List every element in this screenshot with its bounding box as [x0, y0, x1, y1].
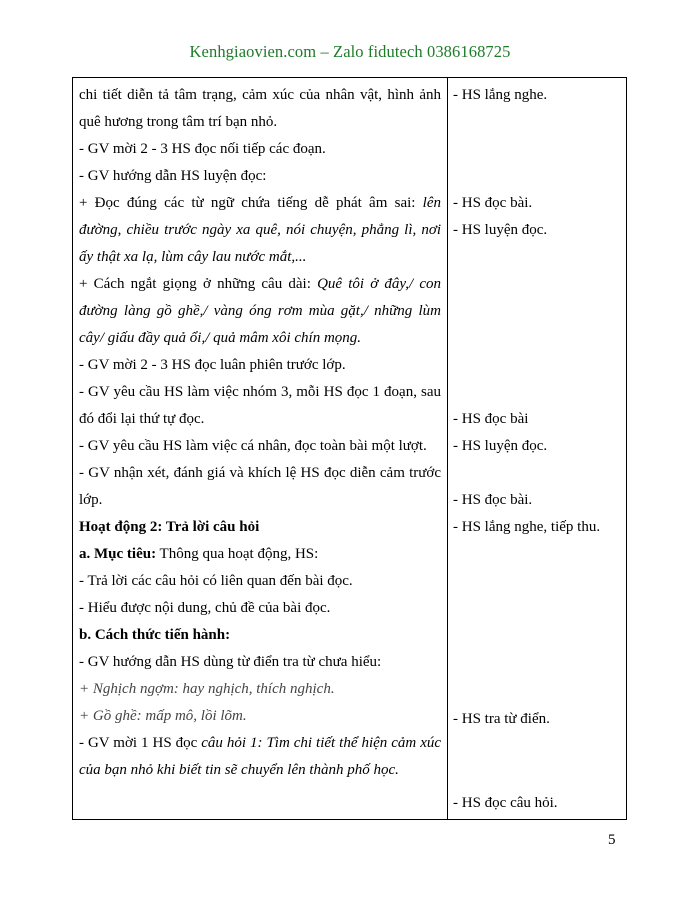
left-line-23: [79, 680, 441, 698]
left-line-20: - Hiểu được nội dung, chủ đề của bài đọc.: [79, 600, 331, 616]
left-line-8: [79, 275, 441, 293]
left-line-7-text: ấy thật xa lạ, lùm cây lau nước mắt,...: [79, 249, 307, 265]
procedure-heading: b. Cách thức tiến hành:: [79, 627, 231, 643]
left-line-13: đó đổi lại thứ tự đọc.: [79, 411, 205, 427]
left-line-15: - GV nhận xét, đánh giá và khích lệ HS đọc diễn cảm trước: [79, 465, 441, 481]
left-line-11: - GV mời 2 - 3 HS đọc luân phiên trước lớp.: [79, 357, 346, 373]
right-line-3: - HS luyện đọc.: [453, 222, 548, 238]
page-number: 5: [608, 832, 616, 848]
left-line-25: [79, 734, 441, 752]
left-line-24: [79, 707, 441, 725]
right-line-1: - HS lắng nghe.: [453, 87, 548, 103]
left-line-26: [79, 761, 441, 779]
left-line-23-text: + Nghịch ngợm: hay nghịch, thích nghịch.: [79, 681, 335, 697]
left-line-8a: + Cách ngắt giọng ở những câu dài:: [79, 276, 311, 292]
left-line-6: [79, 221, 441, 239]
page-header: Kenhgiaovien.com – Zalo fidutech 0386168725: [189, 42, 511, 61]
right-line-5: - HS luyện đọc.: [453, 438, 548, 454]
left-line-18: [79, 545, 441, 563]
left-line-24-text: + Gồ ghề: mấp mô, lồi lõm.: [79, 708, 247, 724]
left-line-8b: Quê tôi ở đây,/ con: [317, 276, 441, 292]
lesson-table: [72, 77, 627, 820]
left-line-5a: + Đọc đúng các từ ngữ chứa tiếng dễ phát âm sai:: [79, 195, 416, 211]
objective-label: a. Mục tiêu:: [79, 546, 157, 562]
right-line-9: - HS đọc câu hỏi.: [453, 795, 558, 811]
left-line-25a: - GV mời 1 HS đọc: [79, 735, 198, 751]
activity-heading: Hoạt động 2: Trả lời câu hỏi: [79, 519, 260, 535]
left-line-9: [79, 302, 441, 320]
column-divider: [447, 78, 448, 819]
right-line-7: - HS lắng nghe, tiếp thu.: [453, 519, 601, 535]
left-line-10-text: cây/ giấu đầy quả ổi,/ quả mâm xôi chín mọng.: [79, 330, 362, 346]
left-line-1: chi tiết diễn tả tâm trạng, cảm xúc của nhân vật, hình ảnh: [79, 87, 441, 103]
left-line-6-text: đường, chiều trước ngày xa quê, nói chuyện, phẳng lì, nơi: [79, 222, 441, 238]
objective-text: Thông qua hoạt động, HS:: [156, 546, 319, 562]
left-line-26-text: của bạn nhỏ khi biết tin sẽ chuyển lên thành phố học.: [79, 762, 399, 778]
left-line-14: - GV yêu cầu HS làm việc cá nhân, đọc toàn bài một lượt.: [79, 438, 427, 454]
left-line-10: [79, 329, 441, 347]
left-line-25b: câu hỏi 1: Tìm chi tiết thể hiện cảm xúc: [201, 735, 442, 751]
left-line-9-text: đường làng gồ ghề,/ vàng óng rơm mùa gặt,/ những lùm: [79, 303, 441, 319]
left-line-7: [79, 248, 441, 266]
left-line-16: lớp.: [79, 492, 103, 508]
left-line-3: - GV mời 2 - 3 HS đọc nối tiếp các đoạn.: [79, 141, 326, 157]
left-line-19: - Trả lời các câu hỏi có liên quan đến bài đọc.: [79, 573, 353, 589]
left-line-5b: lên: [422, 195, 441, 211]
left-line-2: quê hương trong tâm trí bạn nhỏ.: [79, 114, 278, 130]
right-line-8: - HS tra từ điển.: [453, 711, 550, 727]
right-line-4: - HS đọc bài: [453, 411, 529, 427]
left-line-22: - GV hướng dẫn HS dùng từ điển tra từ chưa hiểu:: [79, 654, 382, 670]
left-line-12: - GV yêu cầu HS làm việc nhóm 3, mỗi HS đọc 1 đoạn, sau: [79, 384, 441, 400]
right-line-2: - HS đọc bài.: [453, 195, 533, 211]
right-line-6: - HS đọc bài.: [453, 492, 533, 508]
left-line-4: - GV hướng dẫn HS luyện đọc:: [79, 168, 267, 184]
left-line-5: [79, 194, 441, 212]
